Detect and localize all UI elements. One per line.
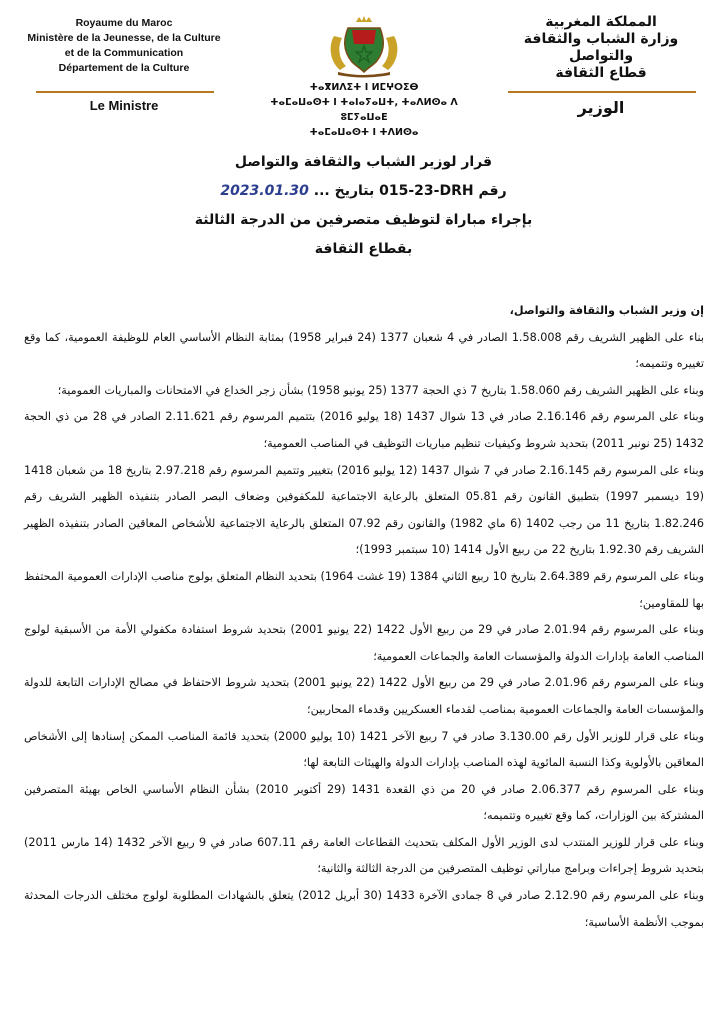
decree-paragraph: وبناء على الظهير الشريف رقم 1.58.060 بتاريخ 7 ذي الحجة 1377 (25 يونيو 1958) بشأن زجر الخداع في الامتحانات والمباريات العمومية؛ [57,383,704,397]
decree-number-line [140,177,587,206]
decree-paragraph: وبناء على المرسوم رقم 2.01.96 صادر في 29 من ربيع الأول 1422 (22 يونيو 2001) بتحديد شروط الاحتفاظ في مصالح الإدارات التابعة للدولة والمؤسسات العامة والجماعات العمومية بمناصب لقدماء العسكريين وقدماء المحاربين؛ [24,676,704,716]
decree-paragraph: وبناء على المرسوم رقم 2.64.389 بتاريخ 10 ربيع الثاني 1384 (19 غشت 1964) بتحديد النظام المتعلق بولوج مناصب الإدارات العمومية المحتفظ بها للمقاومين؛ [24,569,705,610]
decree-paragraph: وبناء على قرار للوزير الأول رقم 3.130.00 صادر في 7 ربيع الآخر 1421 (10 يوليو 2000) بتحديد قائمة المناصب الممكن إسنادها إلى الأشخاص المعاقين بالأولوية وكذا النسبة المائوية لهذه المناصب بإدارات الدولة والهيئات التابعة لها؛ [24,729,705,770]
letterhead-amazigh [258,80,470,140]
letterhead-fr-line: Royaume du Maroc [75,17,173,29]
letterhead-ar-rule [508,91,696,93]
decree-title: قرار لوزير الشباب والثقافة والتواصل [234,154,493,170]
decree-header [140,148,587,264]
letterhead-amazigh-line: ⵜⴰⵎⴰⵡⴰⵙⵜ ⵏ ⵜⴷⵍⵙⴰ [309,127,419,138]
decree-paragraph: وبناء على المرسوم رقم 2.12.90 صادر في 8 جمادى الآخرة 1433 (30 أبريل 2012) يتعلق بالشهادات المطلوبة لولوج مختلف الدرجات المحدثة بموجب الأنظمة الأساسية؛ [24,889,704,929]
letterhead-fr-line: et de la Communication [64,47,184,59]
decree-number: 015-23-DRH [379,183,474,199]
letterhead-ar-line: والتواصل [568,48,634,64]
decree-subject-line: بإجراء مباراة لتوظيف متصرفين من الدرجة الثالثة [194,212,533,228]
letterhead-fr-line: Département de la Culture [58,62,190,74]
decree-opening: إن وزير الشباب والثقافة والتواصل، [509,304,704,317]
letterhead-fr-rule [36,91,214,93]
decree-body [24,298,704,936]
letterhead-ar-line: المملكة المغربية [545,14,657,30]
letterhead-ar-line: وزارة الشباب والثقافة [523,31,679,47]
decree-subject-line: بقطاع الثقافة [314,241,413,257]
royal-emblem-icon [326,16,402,78]
letterhead-arabic [501,14,701,82]
letterhead-amazigh-line: ⵜⴰⴳⵍⴷⵉⵜ ⵏ ⵍⵎⵖⵔⵉⴱ [309,82,419,93]
letterhead-amazigh-line: ⵜⴰⵎⴰⵡⴰⵙⵜ ⵏ ⵜⴰⵏⴰⵢⴰⵡⵜ, ⵜⴰⴷⵍⵙⴰ ⴷ ⵓⵎⵢⴰⵡⴰⴹ [270,97,458,123]
decree-paragraph: وبناء على المرسوم رقم 2.16.146 صادر في 13 شوال 1437 (18 يوليو 2016) بتتميم المرسوم رقم 2.11.621 الصادر في 28 من ذي الحجة 1432 (25 نونبر 2011) بتحديد شروط وكيفيات تنظيم مباريات التوظيف في المناصب العمومية؛ [24,410,704,450]
decree-date-prefix: بتاريخ ... [313,183,375,199]
letterhead-ar-line: قطاع الثقافة [555,65,647,81]
decree-paragraph: وبناء على المرسوم رقم 2.16.145 صادر في 7 شوال 1437 (12 يوليو 2016) بتغيير وتتميم المرسوم رقم 2.97.218 بتاريخ 18 من شعبان 1418 (19 ديسمبر 1997) بتطبيق القانون رقم 05.81 المتعلق بالرعاية الاجتماعية للمكفوفين وضعاف البصر الصادر بتنفيذه الظهير الشريف رقم 1.82.246 بتاريخ 11 من رجب 1402 (6 ماي 1982) والقانون رقم 07.92 المتعلق بالرعاية الاجتماعية للأشخاص المعاقين الصادر بتنفيذه الظهير الشريف رقم 1.92.30 بتاريخ 22 من ربيع الأول 1414 (10 سبتمبر 1993)؛ [24,463,705,557]
decree-paragraph: وبناء على قرار للوزير المنتدب لدى الوزير الأول المكلف بتحديث القطاعات العامة رقم 607.11 صادر في 9 ربيع الآخر 1432 (14 مارس 2011) بتحديد شروط إجراءات وبرامج مباراتي توظيف المتصرفين من الدرجة الثالثة والثانية؛ [24,835,705,876]
letterhead-ar-title: الوزير [577,98,625,117]
decree-number-prefix: رقم [478,183,507,199]
decree-paragraph: وبناء على المرسوم رقم 2.06.377 صادر في 20 من ذي القعدة 1431 (29 أكتوبر 2010) بشأن النظام الأساسي الخاص بهيئة المتصرفين المشتركة بين الوزارات، كما وقع تغييره وتتميمه؛ [24,782,704,823]
decree-paragraph: وبناء على المرسوم رقم 2.01.94 صادر في 29 من ربيع الأول 1422 (22 يونيو 2001) بتحديد شروط استفادة مكفولي الأمة من الأسبقية لولوج المناصب العامة بإدارات الدولة والمؤسسات العامة والجماعات العمومية؛ [24,623,704,663]
letterhead-french [20,16,228,76]
letterhead-fr-title: Le Ministre [89,98,159,113]
decree-date-handwritten: 2023.01.30 [220,183,309,199]
letterhead-fr-line: Ministère de la Jeunesse, de la Culture [27,32,221,44]
decree-paragraph: بناء على الظهير الشريف رقم 1.58.008 الصادر في 4 شعبان 1377 (24 فبراير 1958) بمثابة النظام الأساسي العام للوظيفة العمومية، كما وقع تغييره وتتميمه؛ [24,330,705,371]
